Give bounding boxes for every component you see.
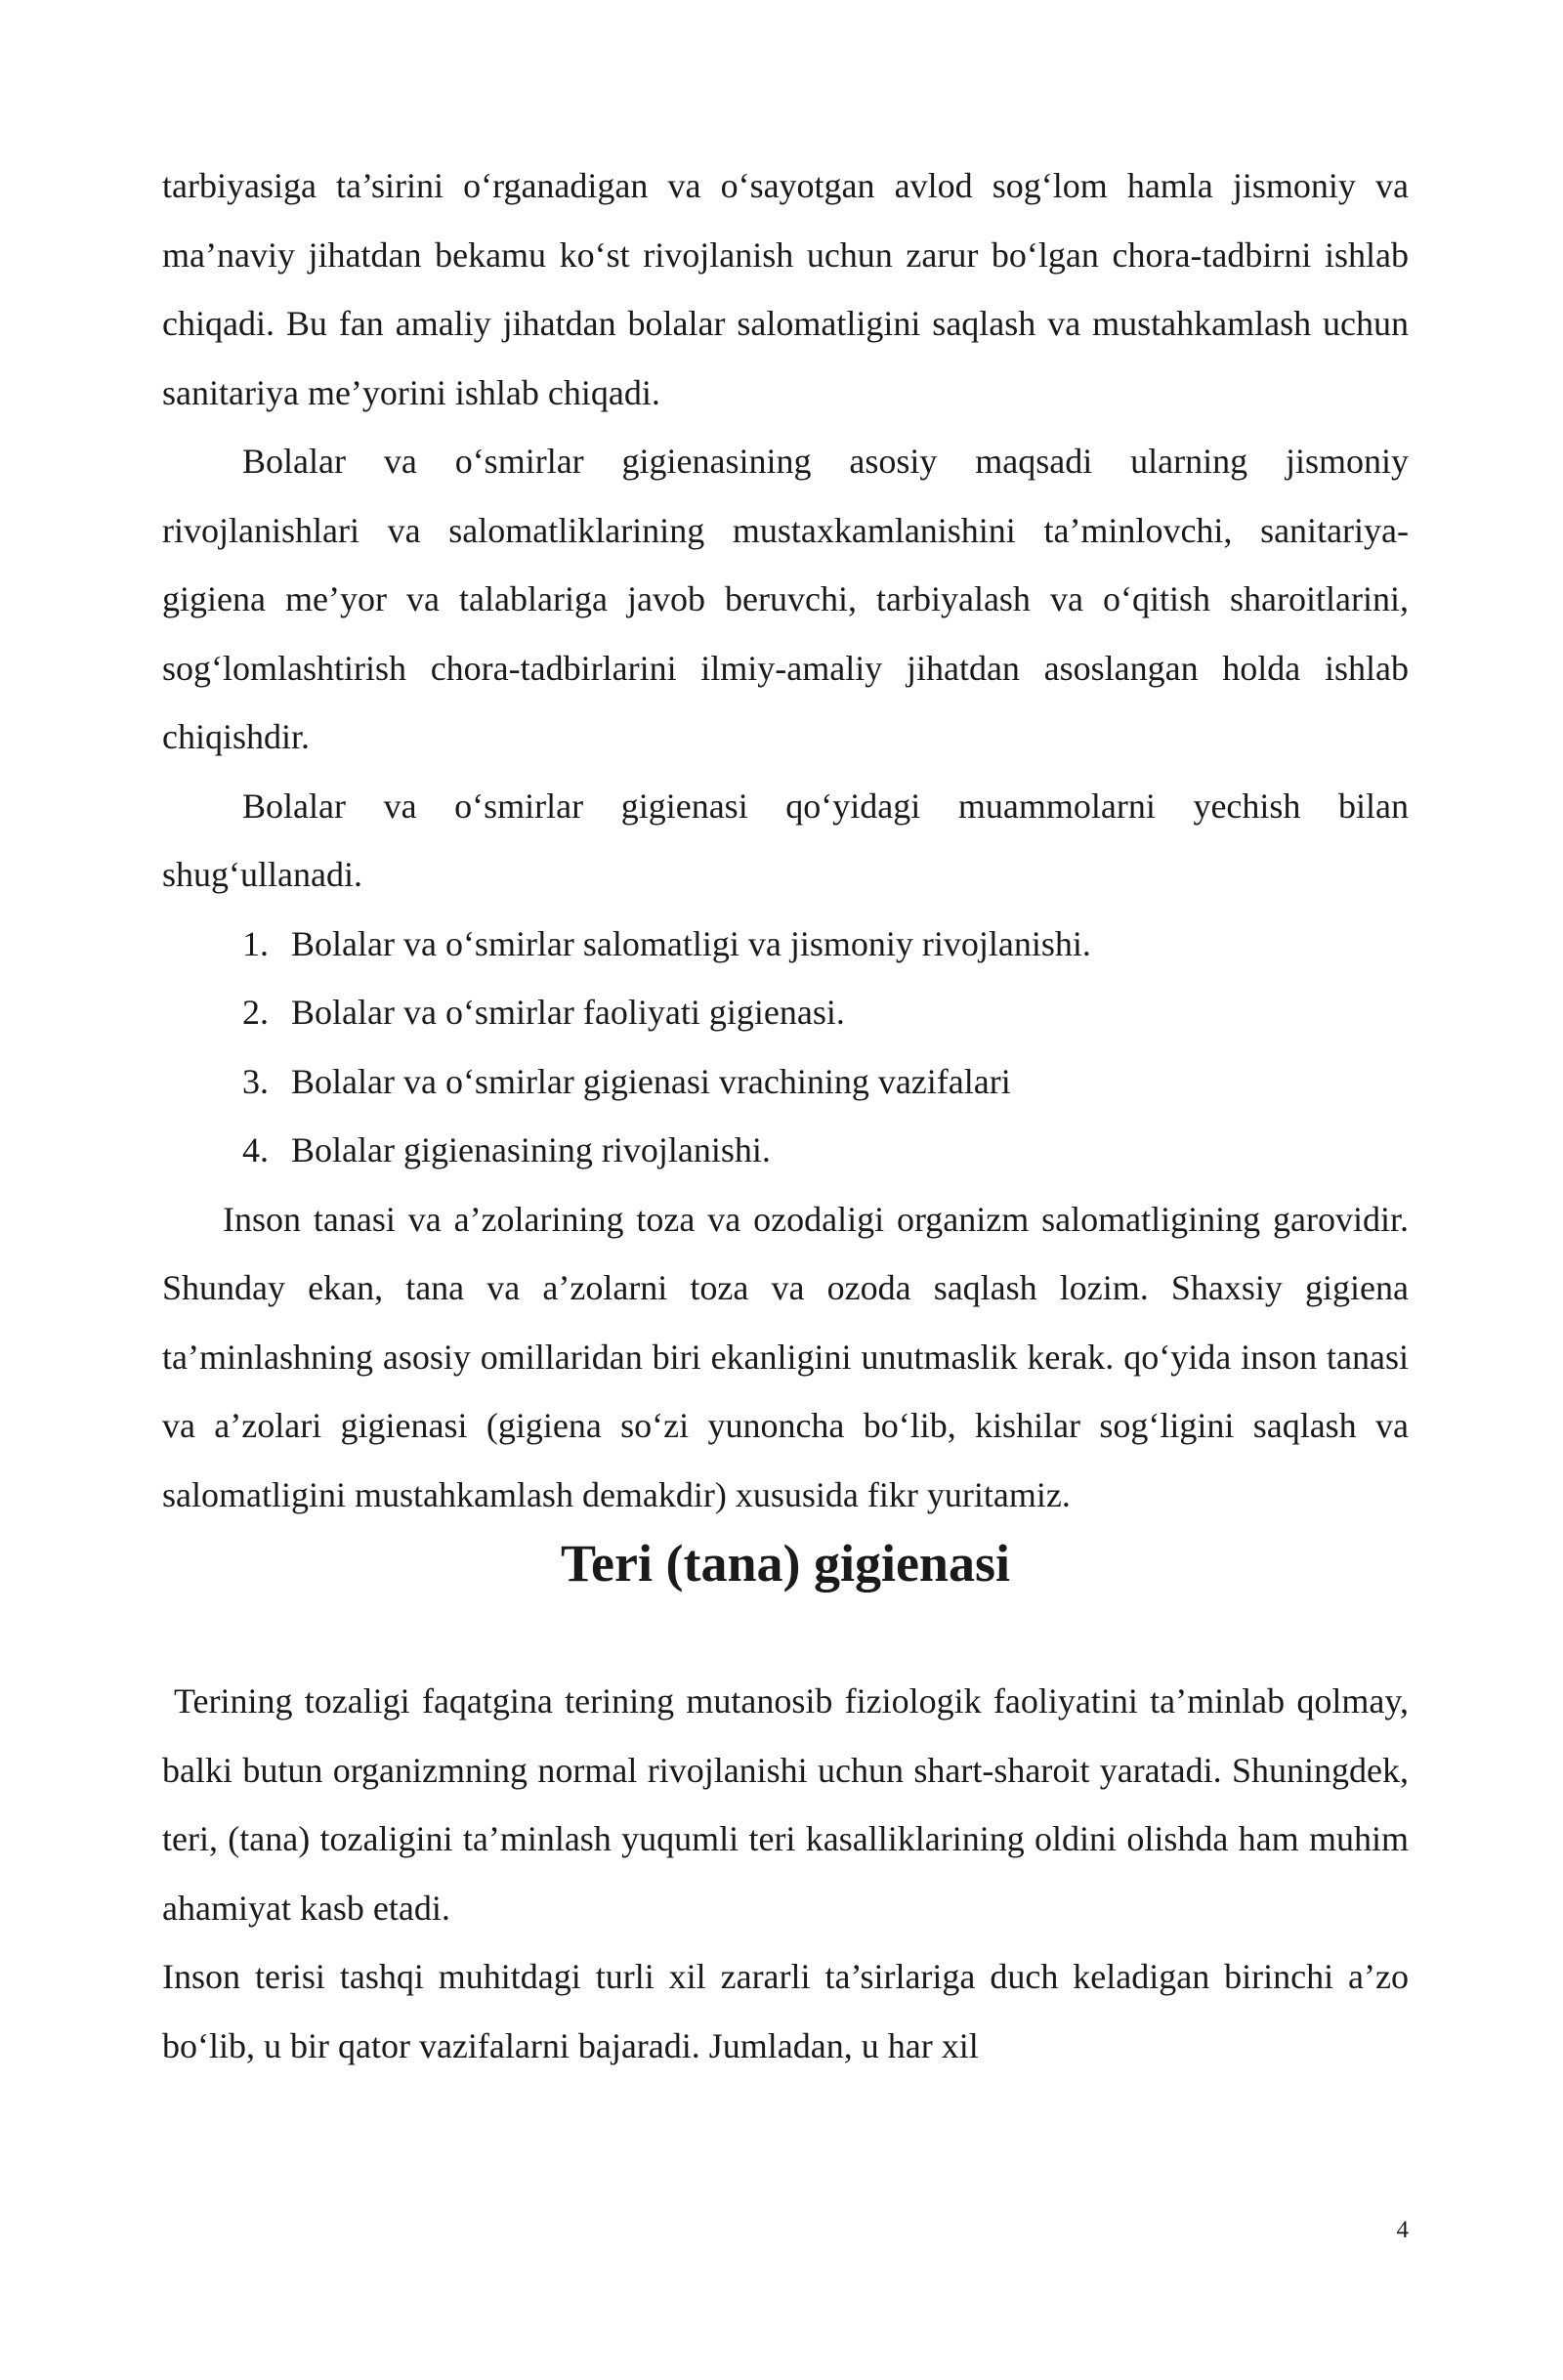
list-item-text: Bolalar va o‘smirlar gigienasi vrachining vazifalari <box>291 1061 1011 1101</box>
list-item-text: Bolalar va o‘smirlar salomatligi va jismoniy rivojlanishi. <box>291 923 1091 963</box>
paragraph-6: Inson terisi tashqi muhitdagi turli xil zararli ta’sirlariga duch keladigan birinchi a’zo bo‘lib, u bir qator vazifalarni bajaradi. Jumladan, u har xil <box>162 1957 1409 2065</box>
list-item <box>162 910 1409 979</box>
paragraph-5: Terining tozaligi faqatgina terining mutanosib fiziologik faoliyatini ta’minlab qolmay, balki butun organizmning normal rivojlanishi uchun shart-sharoit yaratadi. Shuningdek, teri, (tana) tozaligini ta’minlash yuqumli teri kasalliklarining oldini olishda ham muhim ahamiyat kasb etadi. <box>162 1681 1409 1928</box>
list-item <box>162 1047 1409 1117</box>
paragraph-3: Bolalar va o‘smirlar gigienasi qo‘yidagi muammolarni yechish bilan shug‘ullanadi. <box>162 786 1409 894</box>
list-item-number: 3. <box>242 1061 269 1101</box>
list-item-text: Bolalar va o‘smirlar faoliyati gigienasi. <box>291 993 845 1032</box>
paragraph-1: tarbiyasiga ta’sirini o‘rganadigan va o‘sayotgan avlod sog‘lom hamla jismoniy va ma’naviy jihatdan bekamu ko‘st rivojlanish uchun zarur bo‘lgan chora-tadbirni ishlab chiqadi. Bu fan amaliy jihatdan bolalar salomatligini saqlash va mustahkamlash uchun sanitariya me’yorini ishlab chiqadi. <box>162 166 1409 412</box>
numbered-list <box>162 910 1409 1185</box>
section-heading: Teri (tana) gigienasi <box>560 1534 1010 1593</box>
list-item <box>162 978 1409 1047</box>
document-page <box>162 151 1409 2080</box>
list-item-number: 1. <box>242 923 269 963</box>
list-item-number: 2. <box>242 993 269 1032</box>
paragraph-2: Bolalar va o‘smirlar gigienasining asosiy maqsadi ularning jismoniy rivojlanishlari va salomatliklarining mustaxkamlanishini ta’minlovchi, sanitariya-gigiena me’yor va talablariga javob beruvchi, tarbiyalash va o‘qitish sharoitlarini, sog‘lomlashtirish chora-tadbirlarini ilmiy-amaliy jihatdan asoslangan holda ishlab chiqishdir. <box>162 442 1409 756</box>
paragraph-4: Inson tanasi va a’zolarining toza va ozodaligi organizm salomatligining garovidir. Shunday ekan, tana va a’zolarni toza va ozoda saqlash lozim. Shaxsiy gigiena ta’minlashning asosiy omillaridan biri ekanligini unutmaslik kerak. qo‘yida inson tanasi va a’zolari gigienasi (gigiena so‘zi yunoncha bo‘lib, kishilar sog‘ligini saqlash va salomatligini mustahkamlash demakdir) xususida fikr yuritamiz. <box>162 1199 1409 1514</box>
list-item-number: 4. <box>242 1130 269 1169</box>
page-number: 4 <box>1396 2217 1409 2243</box>
list-item-text: Bolalar gigienasining rivojlanishi. <box>291 1130 771 1169</box>
list-item <box>162 1116 1409 1185</box>
